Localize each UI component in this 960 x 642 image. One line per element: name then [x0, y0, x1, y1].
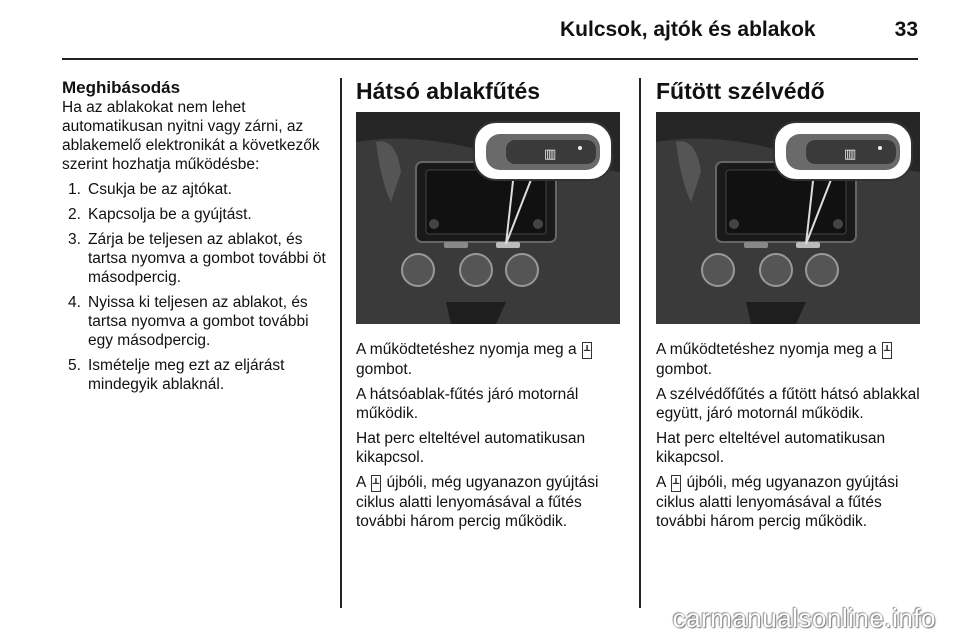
windscreen-heading: Fűtött szélvédő [656, 78, 825, 104]
ws-p1-end: gombot. [656, 361, 713, 378]
step-number: 5. [68, 357, 81, 374]
windscreen-defrost-symbol-icon: ᚆ [672, 476, 680, 491]
step-text: Zárja be teljesen az ablakot, és tartsa nyomva a gombot további öt másodpercig. [88, 231, 326, 286]
list-item [62, 205, 330, 224]
malfunction-subheading: Meghibásodás [62, 78, 181, 97]
malfunction-intro: Ha az ablakokat nem lehet automatikusan nyitni vagy zárni, az ablakemelő elektronikát a következők szerint hozhatja működésbe: [62, 99, 320, 173]
dashboard-illustration-windscreen [656, 112, 920, 324]
svg-text:▥: ▥ [844, 147, 857, 162]
step-number: 3. [68, 231, 81, 248]
list-item [62, 180, 330, 199]
column-rear-window-heating [356, 78, 624, 537]
page-header-title: Kulcsok, ajtók és ablakok [560, 18, 816, 41]
windscreen-paragraph-4 [656, 473, 924, 531]
step-number: 2. [68, 206, 81, 223]
column-malfunction [62, 78, 330, 400]
column-heated-windscreen [656, 78, 924, 537]
ws-p4-start: A [656, 474, 666, 491]
windscreen-paragraph-1 [656, 340, 924, 379]
step-text: Nyissa ki teljesen az ablakot, és tartsa nyomva a gombot további egy másodpercig. [88, 294, 309, 349]
svg-text:▥: ▥ [544, 147, 557, 162]
rear-p4-text: újbóli, még ugyanazon gyújtási ciklus alatti lenyomásával a fűtés további három percig működik. [356, 474, 599, 530]
rear-paragraph-3: Hat perc elteltével automatikusan kikapcsol. [356, 430, 586, 466]
steps-list [62, 180, 330, 394]
rear-p1-end: gombot. [356, 361, 413, 378]
rear-p4-start: A [356, 474, 366, 491]
rear-window-heading: Hátsó ablakfűtés [356, 78, 541, 104]
list-item [62, 293, 330, 350]
rear-defrost-symbol-icon: ᚆ [583, 343, 591, 358]
list-item [62, 356, 330, 394]
ws-p4-text: újbóli, még ugyanazon gyújtási ciklus alatti lenyomásával a fűtés további három percig működik. [656, 474, 899, 530]
step-number: 1. [68, 181, 81, 198]
rear-paragraph-4 [356, 473, 624, 531]
watermark: carmanualsonline.info [672, 603, 936, 633]
rear-defrost-symbol-icon: ᚆ [372, 476, 380, 491]
step-number: 4. [68, 294, 81, 311]
step-text: Ismételje meg ezt az eljárást mindegyik ablaknál. [88, 357, 285, 393]
column-separator-2 [639, 78, 641, 608]
rear-paragraph-2: A hátsóablak-fűtés járó motornál működik. [356, 386, 579, 422]
header-rule [62, 58, 918, 60]
rear-paragraph-1 [356, 340, 624, 379]
dashboard-illustration-rear [356, 112, 620, 324]
step-text: Kapcsolja be a gyújtást. [88, 206, 252, 223]
windscreen-paragraph-2: A szélvédőfűtés a fűtött hátsó ablakkal együtt, járó motornál működik. [656, 386, 920, 422]
rear-p1-text: A működtetéshez nyomja meg a [356, 341, 577, 358]
step-text: Csukja be az ajtókat. [88, 181, 232, 198]
windscreen-paragraph-3: Hat perc elteltével automatikusan kikapcsol. [656, 430, 886, 466]
column-separator-1 [340, 78, 342, 608]
windscreen-defrost-symbol-icon: ᚆ [883, 343, 891, 358]
page-number: 33 [894, 18, 918, 41]
list-item [62, 230, 330, 287]
ws-p1-text: A működtetéshez nyomja meg a [656, 341, 877, 358]
